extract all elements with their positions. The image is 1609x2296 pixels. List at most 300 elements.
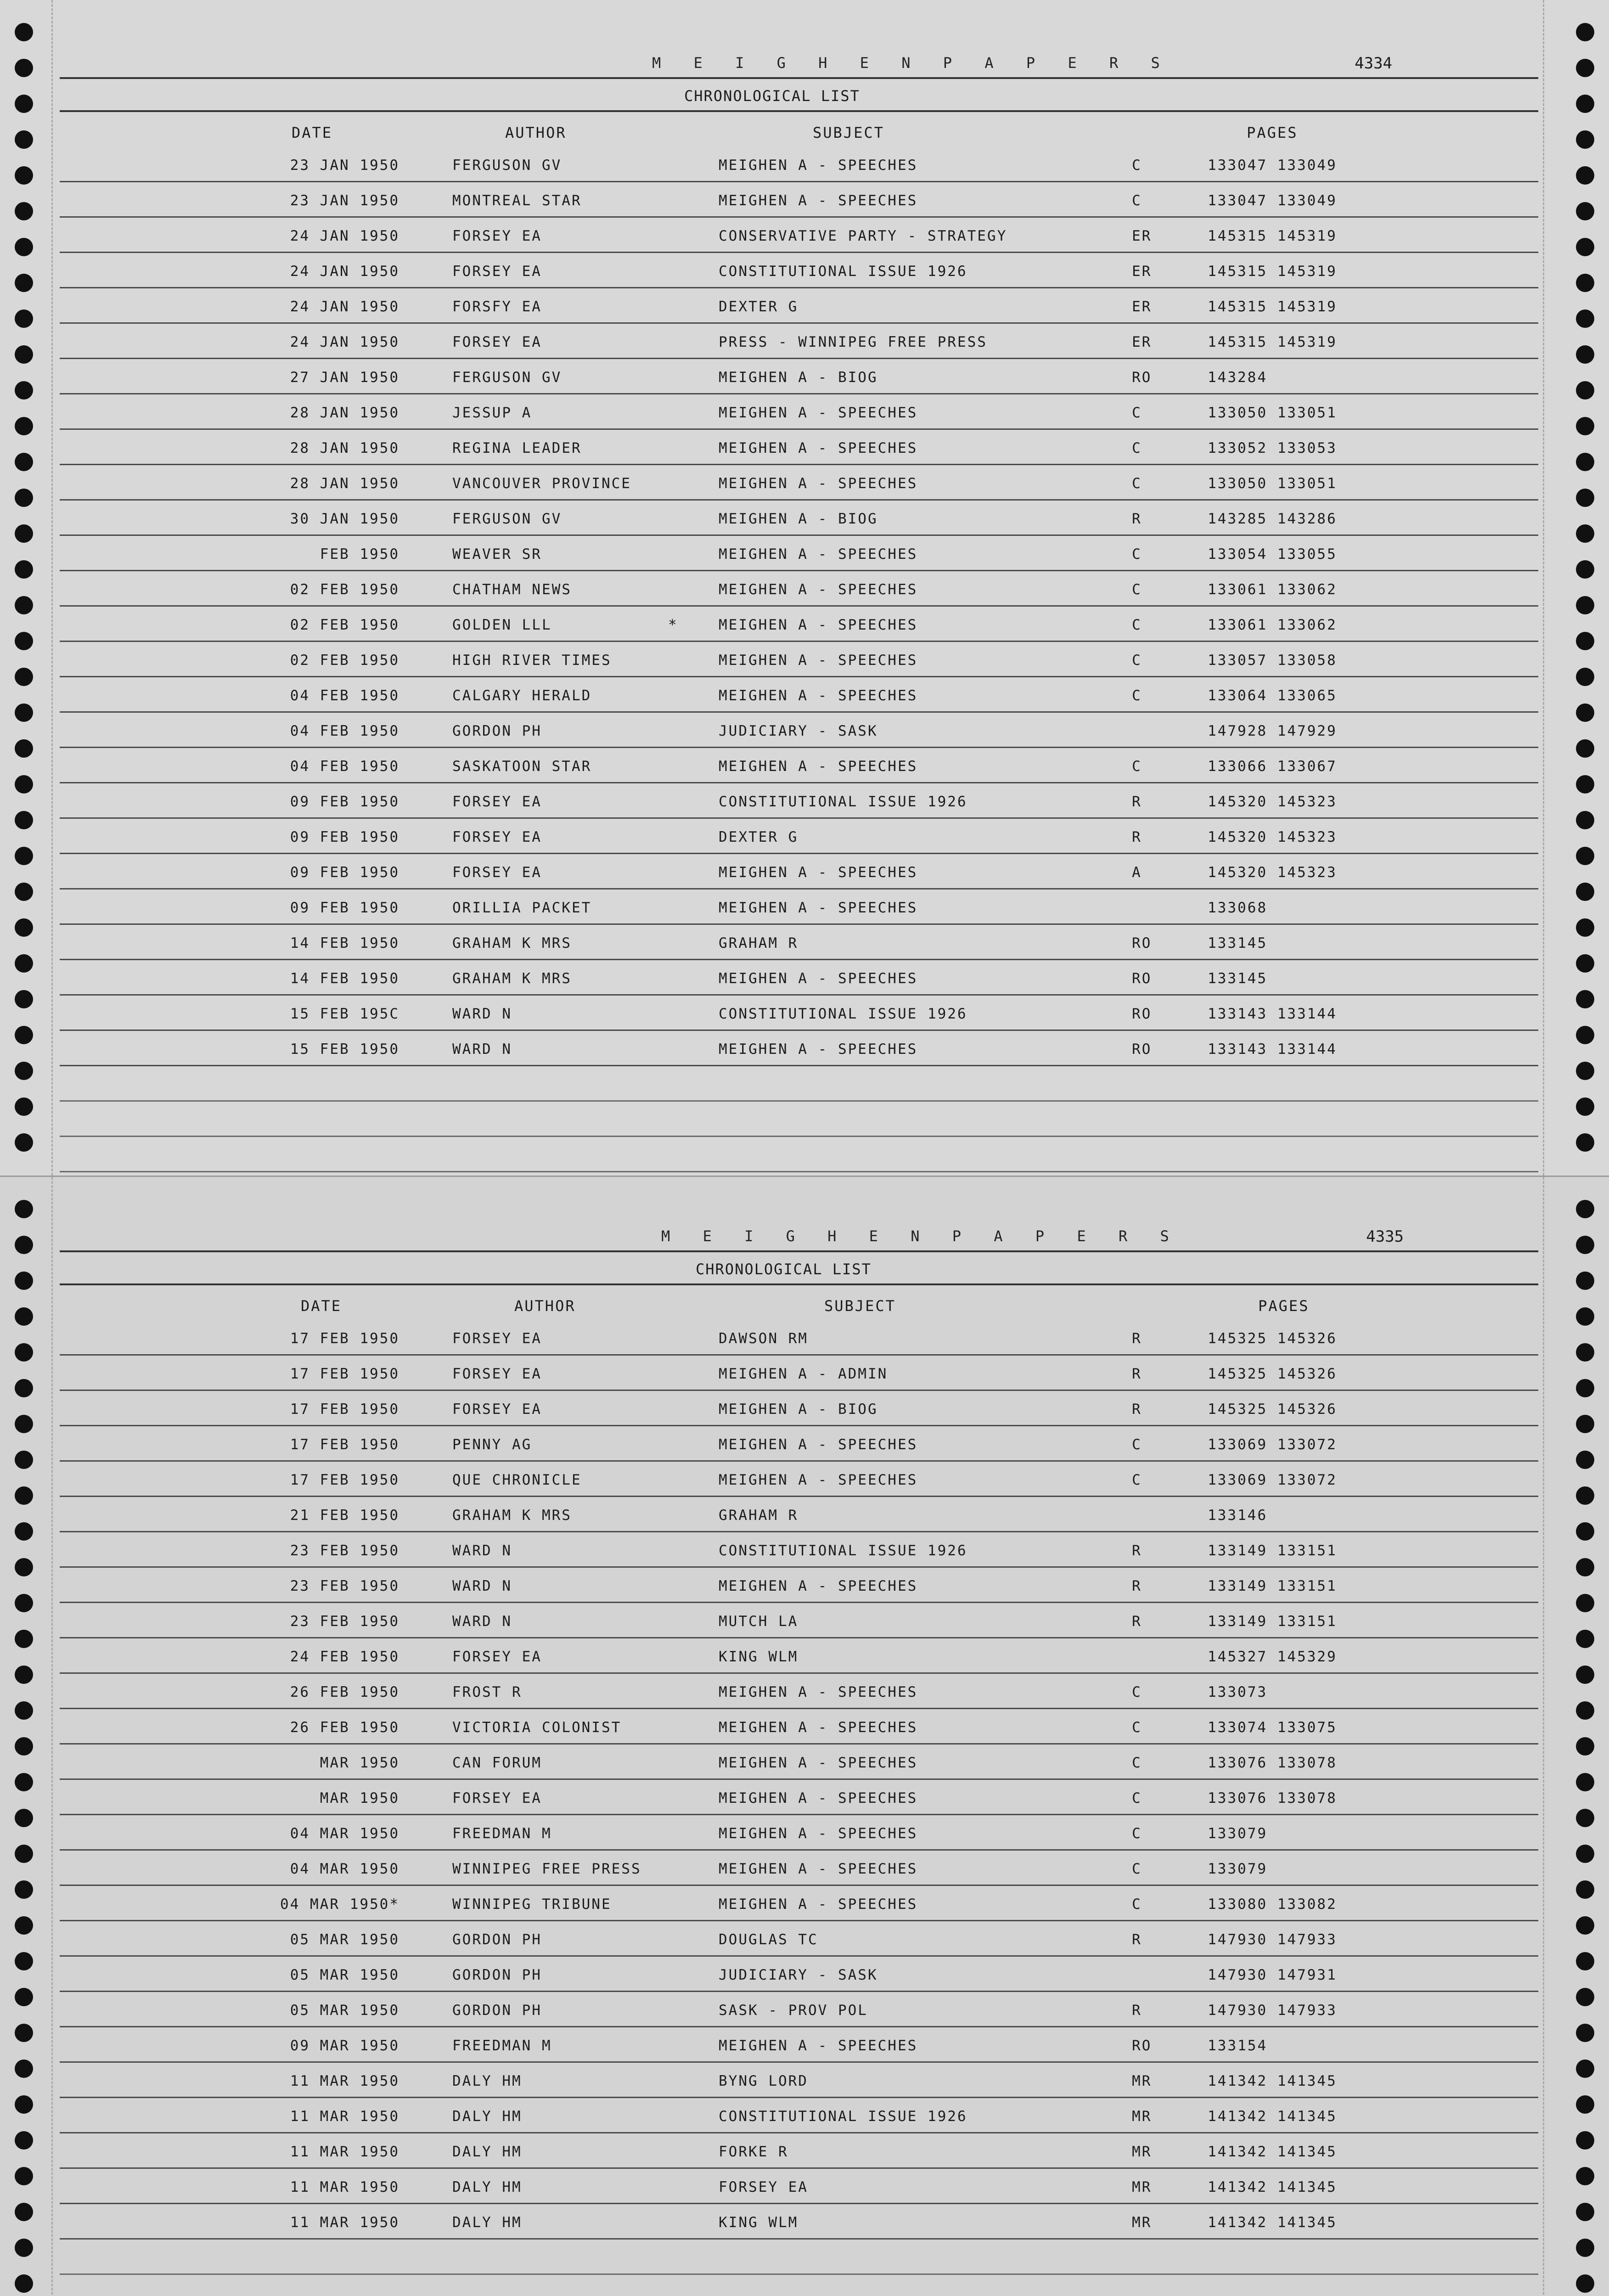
entry-subject: MEIGHEN A - SPEECHES bbox=[719, 617, 918, 633]
entry-author: WARD N bbox=[452, 1041, 512, 1058]
entry-date: 05 MAR 1950 bbox=[290, 2002, 399, 2019]
entries-table bbox=[0, 147, 1609, 1208]
entry-pages: 133061 133062 bbox=[1208, 617, 1337, 633]
entry-pages: 133145 bbox=[1208, 935, 1267, 951]
entry-author: GRAHAM K MRS bbox=[452, 935, 572, 951]
entry-subject: DEXTER G bbox=[719, 829, 799, 845]
entry-author: DALY HM bbox=[452, 2073, 522, 2089]
table-row bbox=[0, 925, 1609, 960]
entry-author: FERGUSON GV bbox=[452, 369, 562, 386]
header-rule bbox=[60, 1250, 1538, 1252]
entry-pages: 133050 133051 bbox=[1208, 475, 1337, 492]
entry-subject: MEIGHEN A - SPEECHES bbox=[719, 581, 918, 598]
entry-code: C bbox=[1132, 1684, 1142, 1700]
col-header-subject: SUBJECT bbox=[824, 1297, 896, 1315]
table-row bbox=[0, 1815, 1609, 1851]
entry-code: C bbox=[1132, 1896, 1142, 1913]
feed-hole bbox=[1576, 59, 1594, 77]
entry-date: 15 FEB 1950 bbox=[290, 1041, 399, 1058]
feed-hole bbox=[15, 2274, 33, 2293]
table-row bbox=[0, 713, 1609, 748]
entry-subject: CONSTITUTIONAL ISSUE 1926 bbox=[719, 793, 968, 810]
entry-code: C bbox=[1132, 1755, 1142, 1771]
table-row bbox=[0, 1780, 1609, 1815]
entry-subject: MEIGHEN A - SPEECHES bbox=[719, 1755, 918, 1771]
table-row bbox=[0, 571, 1609, 607]
table-row bbox=[0, 783, 1609, 819]
table-row bbox=[0, 218, 1609, 253]
entry-date: MAR 1950 bbox=[320, 1790, 399, 1806]
table-row bbox=[0, 2098, 1609, 2133]
table-row bbox=[0, 1886, 1609, 1921]
entry-date: 23 FEB 1950 bbox=[290, 1613, 399, 1630]
entry-author: GORDON PH bbox=[452, 1931, 542, 1948]
feed-hole bbox=[15, 95, 33, 113]
entry-pages: 133054 133055 bbox=[1208, 546, 1337, 563]
entry-date: MAR 1950 bbox=[320, 1755, 399, 1771]
entry-pages: 147930 147933 bbox=[1208, 1931, 1337, 1948]
entry-code: ER bbox=[1132, 334, 1152, 350]
entry-author: FERGUSON GV bbox=[452, 157, 562, 174]
entry-date: 04 MAR 1950* bbox=[280, 1896, 399, 1913]
table-row bbox=[0, 2169, 1609, 2204]
table-row bbox=[0, 1603, 1609, 1638]
entry-subject: DAWSON RM bbox=[719, 1330, 808, 1347]
entry-author: FORSEY EA bbox=[452, 793, 542, 810]
entry-pages: 145325 145326 bbox=[1208, 1330, 1337, 1347]
feed-hole bbox=[15, 1236, 33, 1254]
entry-subject: PRESS - WINNIPEG FREE PRESS bbox=[719, 334, 987, 350]
entry-author: CALGARY HERALD bbox=[452, 687, 592, 704]
entry-subject: MEIGHEN A - SPEECHES bbox=[719, 192, 918, 209]
entry-pages: 145320 145323 bbox=[1208, 793, 1337, 810]
entry-pages: 145325 145326 bbox=[1208, 1401, 1337, 1418]
table-row bbox=[0, 465, 1609, 501]
table-row bbox=[0, 854, 1609, 889]
entry-code: C bbox=[1132, 1719, 1142, 1736]
entry-pages: 133143 133144 bbox=[1208, 1041, 1337, 1058]
entry-code: C bbox=[1132, 405, 1142, 421]
entry-subject: FORKE R bbox=[719, 2144, 788, 2160]
entry-subject: MEIGHEN A - SPEECHES bbox=[719, 1684, 918, 1700]
entry-date: 24 FEB 1950 bbox=[290, 1649, 399, 1665]
entry-code: C bbox=[1132, 581, 1142, 598]
entry-subject: MEIGHEN A - SPEECHES bbox=[719, 405, 918, 421]
page-title: M E I G H E N P A P E R S bbox=[661, 1227, 1181, 1245]
entry-date: 11 MAR 1950 bbox=[290, 2108, 399, 2125]
table-row bbox=[0, 324, 1609, 359]
entry-pages: 145315 145319 bbox=[1208, 334, 1337, 350]
entry-author: FORSEY EA bbox=[452, 1401, 542, 1418]
entry-date: FEB 1950 bbox=[320, 546, 399, 563]
entry-pages: 145320 145323 bbox=[1208, 829, 1337, 845]
entry-pages: 133047 133049 bbox=[1208, 192, 1337, 209]
entry-pages: 133080 133082 bbox=[1208, 1896, 1337, 1913]
entry-subject: CONSTITUTIONAL ISSUE 1926 bbox=[719, 1542, 968, 1559]
entry-author: HIGH RIVER TIMES bbox=[452, 652, 612, 669]
entry-date: 11 MAR 1950 bbox=[290, 2179, 399, 2195]
table-row bbox=[0, 1031, 1609, 1066]
entry-author: WARD N bbox=[452, 1578, 512, 1594]
feed-hole bbox=[1576, 130, 1594, 149]
entry-code: C bbox=[1132, 617, 1142, 633]
entry-code: MR bbox=[1132, 2108, 1152, 2125]
entry-code: C bbox=[1132, 1790, 1142, 1806]
entry-pages: 141342 141345 bbox=[1208, 2179, 1337, 2195]
feed-hole bbox=[1576, 2274, 1594, 2293]
table-row bbox=[0, 1532, 1609, 1568]
entry-date: 04 MAR 1950 bbox=[290, 1825, 399, 1842]
entry-code: R bbox=[1132, 2002, 1142, 2019]
entry-date: 17 FEB 1950 bbox=[290, 1401, 399, 1418]
entry-date: 30 JAN 1950 bbox=[290, 511, 399, 527]
entry-author: DALY HM bbox=[452, 2144, 522, 2160]
entry-code: MR bbox=[1132, 2214, 1152, 2231]
entry-date: 09 MAR 1950 bbox=[290, 2037, 399, 2054]
table-row bbox=[0, 2204, 1609, 2240]
entry-subject: MEIGHEN A - SPEECHES bbox=[719, 1436, 918, 1453]
entry-date: 04 FEB 1950 bbox=[290, 723, 399, 739]
table-row bbox=[0, 677, 1609, 713]
entry-pages: 145315 145319 bbox=[1208, 263, 1337, 280]
entry-author: GORDON PH bbox=[452, 723, 542, 739]
entry-date: 28 JAN 1950 bbox=[290, 440, 399, 456]
entry-subject: MEIGHEN A - SPEECHES bbox=[719, 900, 918, 916]
entry-date: 05 MAR 1950 bbox=[290, 1931, 399, 1948]
entry-code: C bbox=[1132, 687, 1142, 704]
entry-pages: 133047 133049 bbox=[1208, 157, 1337, 174]
feed-hole bbox=[15, 1272, 33, 1290]
entry-date: 04 FEB 1950 bbox=[290, 687, 399, 704]
entry-author: SASKATOON STAR bbox=[452, 758, 592, 775]
entry-author: GRAHAM K MRS bbox=[452, 1507, 572, 1524]
entry-subject: MEIGHEN A - SPEECHES bbox=[719, 970, 918, 987]
entry-subject: GRAHAM R bbox=[719, 935, 799, 951]
entry-pages: 143285 143286 bbox=[1208, 511, 1337, 527]
entry-code: ER bbox=[1132, 263, 1152, 280]
header-rule bbox=[60, 110, 1538, 112]
entry-author: FORSEY EA bbox=[452, 864, 542, 881]
table-row bbox=[0, 748, 1609, 783]
entry-code: ER bbox=[1132, 298, 1152, 315]
entry-subject: MEIGHEN A - SPEECHES bbox=[719, 1861, 918, 1877]
entry-pages: 133057 133058 bbox=[1208, 652, 1337, 669]
page-number: 4334 bbox=[1355, 54, 1392, 73]
entry-code: R bbox=[1132, 793, 1142, 810]
entry-pages: 133146 bbox=[1208, 1507, 1267, 1524]
table-row bbox=[0, 607, 1609, 642]
entry-subject: CONSERVATIVE PARTY - STRATEGY bbox=[719, 228, 1007, 244]
entry-author: FORSFY EA bbox=[452, 298, 542, 315]
table-row bbox=[0, 1992, 1609, 2027]
entry-author: FREEDMAN M bbox=[452, 1825, 552, 1842]
entry-code: C bbox=[1132, 758, 1142, 775]
table-row bbox=[0, 253, 1609, 288]
page-number: 4335 bbox=[1366, 1227, 1404, 1246]
entry-code: C bbox=[1132, 1861, 1142, 1877]
table-row bbox=[0, 1426, 1609, 1462]
entry-pages: 133149 133151 bbox=[1208, 1613, 1337, 1630]
entry-pages: 145325 145326 bbox=[1208, 1366, 1337, 1382]
table-row bbox=[0, 889, 1609, 925]
entry-author: DALY HM bbox=[452, 2108, 522, 2125]
entry-subject: MEIGHEN A - SPEECHES bbox=[719, 1041, 918, 1058]
entry-pages: 133073 bbox=[1208, 1684, 1267, 1700]
entry-code: C bbox=[1132, 652, 1142, 669]
entry-date: 24 JAN 1950 bbox=[290, 263, 399, 280]
entry-code: C bbox=[1132, 192, 1142, 209]
entry-author: ORILLIA PACKET bbox=[452, 900, 592, 916]
entry-code: RO bbox=[1132, 1041, 1152, 1058]
blank-ruled-row bbox=[0, 1102, 1609, 1137]
entry-date: 23 JAN 1950 bbox=[290, 192, 399, 209]
entry-author: WEAVER SR bbox=[452, 546, 542, 563]
feed-hole bbox=[1576, 23, 1594, 41]
entry-code: ER bbox=[1132, 228, 1152, 244]
entry-date: 17 FEB 1950 bbox=[290, 1366, 399, 1382]
entry-code: C bbox=[1132, 546, 1142, 563]
blank-ruled-row bbox=[0, 2240, 1609, 2275]
entry-subject: JUDICIARY - SASK bbox=[719, 1967, 878, 1983]
entry-subject: DEXTER G bbox=[719, 298, 799, 315]
table-row bbox=[0, 1851, 1609, 1886]
entry-author: CAN FORUM bbox=[452, 1755, 542, 1771]
entry-author: FORSEY EA bbox=[452, 829, 542, 845]
entry-date: 24 JAN 1950 bbox=[290, 228, 399, 244]
entry-subject: KING WLM bbox=[719, 1649, 799, 1665]
entry-author: DALY HM bbox=[452, 2179, 522, 2195]
entry-code: RO bbox=[1132, 1006, 1152, 1022]
header-rule bbox=[60, 1283, 1538, 1285]
entry-pages: 145320 145323 bbox=[1208, 864, 1337, 881]
entry-author: VICTORIA COLONIST bbox=[452, 1719, 622, 1736]
feed-hole bbox=[1576, 95, 1594, 113]
entry-date: 27 JAN 1950 bbox=[290, 369, 399, 386]
feed-hole bbox=[1576, 1200, 1594, 1218]
entry-date: 02 FEB 1950 bbox=[290, 581, 399, 598]
table-row bbox=[0, 147, 1609, 182]
entry-code: R bbox=[1132, 1401, 1142, 1418]
entry-code: R bbox=[1132, 511, 1142, 527]
entry-pages: 133076 133078 bbox=[1208, 1755, 1337, 1771]
header-rule bbox=[60, 77, 1538, 79]
entry-code: C bbox=[1132, 157, 1142, 174]
entry-pages: 133143 133144 bbox=[1208, 1006, 1337, 1022]
entry-pages: 133145 bbox=[1208, 970, 1267, 987]
entry-date: 17 FEB 1950 bbox=[290, 1330, 399, 1347]
entry-date: 14 FEB 1950 bbox=[290, 970, 399, 987]
entry-date: 26 FEB 1950 bbox=[290, 1719, 399, 1736]
col-header-date: DATE bbox=[301, 1297, 342, 1315]
entry-date: 24 JAN 1950 bbox=[290, 298, 399, 315]
entry-code: MR bbox=[1132, 2179, 1152, 2195]
entry-date: 11 MAR 1950 bbox=[290, 2214, 399, 2231]
entry-date: 09 FEB 1950 bbox=[290, 829, 399, 845]
entry-subject: MEIGHEN A - SPEECHES bbox=[719, 1719, 918, 1736]
table-row bbox=[0, 394, 1609, 430]
entry-date: 05 MAR 1950 bbox=[290, 1967, 399, 1983]
entry-pages: 133069 133072 bbox=[1208, 1472, 1337, 1488]
entry-subject: GRAHAM R bbox=[719, 1507, 799, 1524]
entry-date: 09 FEB 1950 bbox=[290, 793, 399, 810]
entry-date: 28 JAN 1950 bbox=[290, 405, 399, 421]
entry-subject: MEIGHEN A - ADMIN bbox=[719, 1366, 888, 1382]
entry-code: R bbox=[1132, 1931, 1142, 1948]
entry-date: 11 MAR 1950 bbox=[290, 2073, 399, 2089]
entry-author: FORSEY EA bbox=[452, 1790, 542, 1806]
col-header-date: DATE bbox=[292, 124, 333, 141]
entry-date: 24 JAN 1950 bbox=[290, 334, 399, 350]
entry-date: 28 JAN 1950 bbox=[290, 475, 399, 492]
entry-author: FORSEY EA bbox=[452, 263, 542, 280]
table-row bbox=[0, 1356, 1609, 1391]
table-row bbox=[0, 2063, 1609, 2098]
entry-code: R bbox=[1132, 1542, 1142, 1559]
entry-subject: MEIGHEN A - SPEECHES bbox=[719, 864, 918, 881]
table-row bbox=[0, 430, 1609, 465]
entry-pages: 143284 bbox=[1208, 369, 1267, 386]
entry-author: GRAHAM K MRS bbox=[452, 970, 572, 987]
table-row bbox=[0, 1391, 1609, 1426]
entry-subject: MUTCH LA bbox=[719, 1613, 799, 1630]
table-row bbox=[0, 2027, 1609, 2063]
entry-date: 09 FEB 1950 bbox=[290, 864, 399, 881]
entry-code: C bbox=[1132, 1436, 1142, 1453]
entry-code: R bbox=[1132, 829, 1142, 845]
entry-pages: 133149 133151 bbox=[1208, 1578, 1337, 1594]
entry-code: C bbox=[1132, 475, 1142, 492]
col-header-subject: SUBJECT bbox=[813, 124, 884, 141]
sheet-4335 bbox=[0, 1176, 1609, 2296]
entry-date: 02 FEB 1950 bbox=[290, 617, 399, 633]
entry-author: FORSEY EA bbox=[452, 1649, 542, 1665]
entry-pages: 133064 133065 bbox=[1208, 687, 1337, 704]
col-header-author: AUTHOR bbox=[514, 1297, 576, 1315]
entry-subject: CONSTITUTIONAL ISSUE 1926 bbox=[719, 2108, 968, 2125]
table-row bbox=[0, 1957, 1609, 1992]
entry-subject: SASK - PROV POL bbox=[719, 2002, 868, 2019]
table-row bbox=[0, 536, 1609, 571]
table-row bbox=[0, 182, 1609, 218]
entry-pages: 145315 145319 bbox=[1208, 228, 1337, 244]
table-row bbox=[0, 359, 1609, 394]
entry-author: REGINA LEADER bbox=[452, 440, 582, 456]
entry-code: RO bbox=[1132, 369, 1152, 386]
entry-code: R bbox=[1132, 1578, 1142, 1594]
table-row bbox=[0, 1462, 1609, 1497]
entry-subject: JUDICIARY - SASK bbox=[719, 723, 878, 739]
entry-pages: 133074 133075 bbox=[1208, 1719, 1337, 1736]
table-row bbox=[0, 960, 1609, 996]
entry-author: WINNIPEG TRIBUNE bbox=[452, 1896, 612, 1913]
list-title: CHRONOLOGICAL LIST bbox=[696, 1261, 872, 1278]
entry-subject: MEIGHEN A - SPEECHES bbox=[719, 1790, 918, 1806]
entry-author: GORDON PH bbox=[452, 1967, 542, 1983]
table-row bbox=[0, 1709, 1609, 1745]
entry-code: C bbox=[1132, 1825, 1142, 1842]
entry-pages: 145327 145329 bbox=[1208, 1649, 1337, 1665]
blank-ruled-row bbox=[0, 1137, 1609, 1172]
feed-hole bbox=[15, 1200, 33, 1218]
table-row bbox=[0, 1568, 1609, 1603]
entry-pages: 133149 133151 bbox=[1208, 1542, 1337, 1559]
entry-pages: 133079 bbox=[1208, 1825, 1267, 1842]
entry-subject: DOUGLAS TC bbox=[719, 1931, 818, 1948]
entry-author: FROST R bbox=[452, 1684, 522, 1700]
entry-date: 11 MAR 1950 bbox=[290, 2144, 399, 2160]
feed-hole bbox=[15, 59, 33, 77]
table-row bbox=[0, 996, 1609, 1031]
entry-pages: 133069 133072 bbox=[1208, 1436, 1337, 1453]
entry-author: JESSUP A bbox=[452, 405, 532, 421]
entry-author: FORSEY EA bbox=[452, 1330, 542, 1347]
entry-subject: KING WLM bbox=[719, 2214, 799, 2231]
entry-subject: MEIGHEN A - SPEECHES bbox=[719, 1578, 918, 1594]
table-row bbox=[0, 1638, 1609, 1674]
entry-subject: MEIGHEN A - SPEECHES bbox=[719, 1472, 918, 1488]
entry-subject: MEIGHEN A - SPEECHES bbox=[719, 758, 918, 775]
entry-pages: 133061 133062 bbox=[1208, 581, 1337, 598]
entry-pages: 147930 147933 bbox=[1208, 2002, 1337, 2019]
entry-code: MR bbox=[1132, 2073, 1152, 2089]
entry-date: 14 FEB 1950 bbox=[290, 935, 399, 951]
entry-subject: MEIGHEN A - SPEECHES bbox=[719, 440, 918, 456]
entry-subject: CONSTITUTIONAL ISSUE 1926 bbox=[719, 1006, 968, 1022]
page-title: M E I G H E N P A P E R S bbox=[652, 54, 1172, 72]
blank-ruled-row bbox=[0, 1066, 1609, 1102]
feed-hole bbox=[15, 130, 33, 149]
entry-pages: 133066 133067 bbox=[1208, 758, 1337, 775]
entry-author: FORSEY EA bbox=[452, 1366, 542, 1382]
entry-date: 09 FEB 1950 bbox=[290, 900, 399, 916]
entry-code: A bbox=[1132, 864, 1142, 881]
entry-author: MONTREAL STAR bbox=[452, 192, 582, 209]
table-row bbox=[0, 1674, 1609, 1709]
entry-code: R bbox=[1132, 1613, 1142, 1630]
entry-code: C bbox=[1132, 1472, 1142, 1488]
entry-pages: 133050 133051 bbox=[1208, 405, 1337, 421]
entry-pages: 145315 145319 bbox=[1208, 298, 1337, 315]
entry-subject: MEIGHEN A - BIOG bbox=[719, 511, 878, 527]
entry-date: 21 FEB 1950 bbox=[290, 1507, 399, 1524]
entry-code: RO bbox=[1132, 935, 1152, 951]
entry-pages: 147930 147931 bbox=[1208, 1967, 1337, 1983]
entry-date: 04 MAR 1950 bbox=[290, 1861, 399, 1877]
entry-author: VANCOUVER PROVINCE bbox=[452, 475, 631, 492]
entry-author: WARD N bbox=[452, 1006, 512, 1022]
entry-author: FERGUSON GV bbox=[452, 511, 562, 527]
entry-pages: 133076 133078 bbox=[1208, 1790, 1337, 1806]
col-header-pages: PAGES bbox=[1247, 124, 1298, 141]
entry-pages: 133079 bbox=[1208, 1861, 1267, 1877]
entry-subject: MEIGHEN A - SPEECHES bbox=[719, 687, 918, 704]
table-row bbox=[0, 642, 1609, 677]
entry-date: 17 FEB 1950 bbox=[290, 1436, 399, 1453]
entry-subject: MEIGHEN A - BIOG bbox=[719, 369, 878, 386]
entry-code: MR bbox=[1132, 2144, 1152, 2160]
table-row bbox=[0, 501, 1609, 536]
col-header-author: AUTHOR bbox=[505, 124, 567, 141]
entry-pages: 133154 bbox=[1208, 2037, 1267, 2054]
entry-pages: 141342 141345 bbox=[1208, 2073, 1337, 2089]
entry-date: 15 FEB 195C bbox=[290, 1006, 399, 1022]
entry-author: WARD N bbox=[452, 1542, 512, 1559]
entry-code: RO bbox=[1132, 970, 1152, 987]
entry-date: 23 JAN 1950 bbox=[290, 157, 399, 174]
feed-hole bbox=[1576, 1272, 1594, 1290]
entry-code: C bbox=[1132, 440, 1142, 456]
entry-pages: 141342 141345 bbox=[1208, 2144, 1337, 2160]
